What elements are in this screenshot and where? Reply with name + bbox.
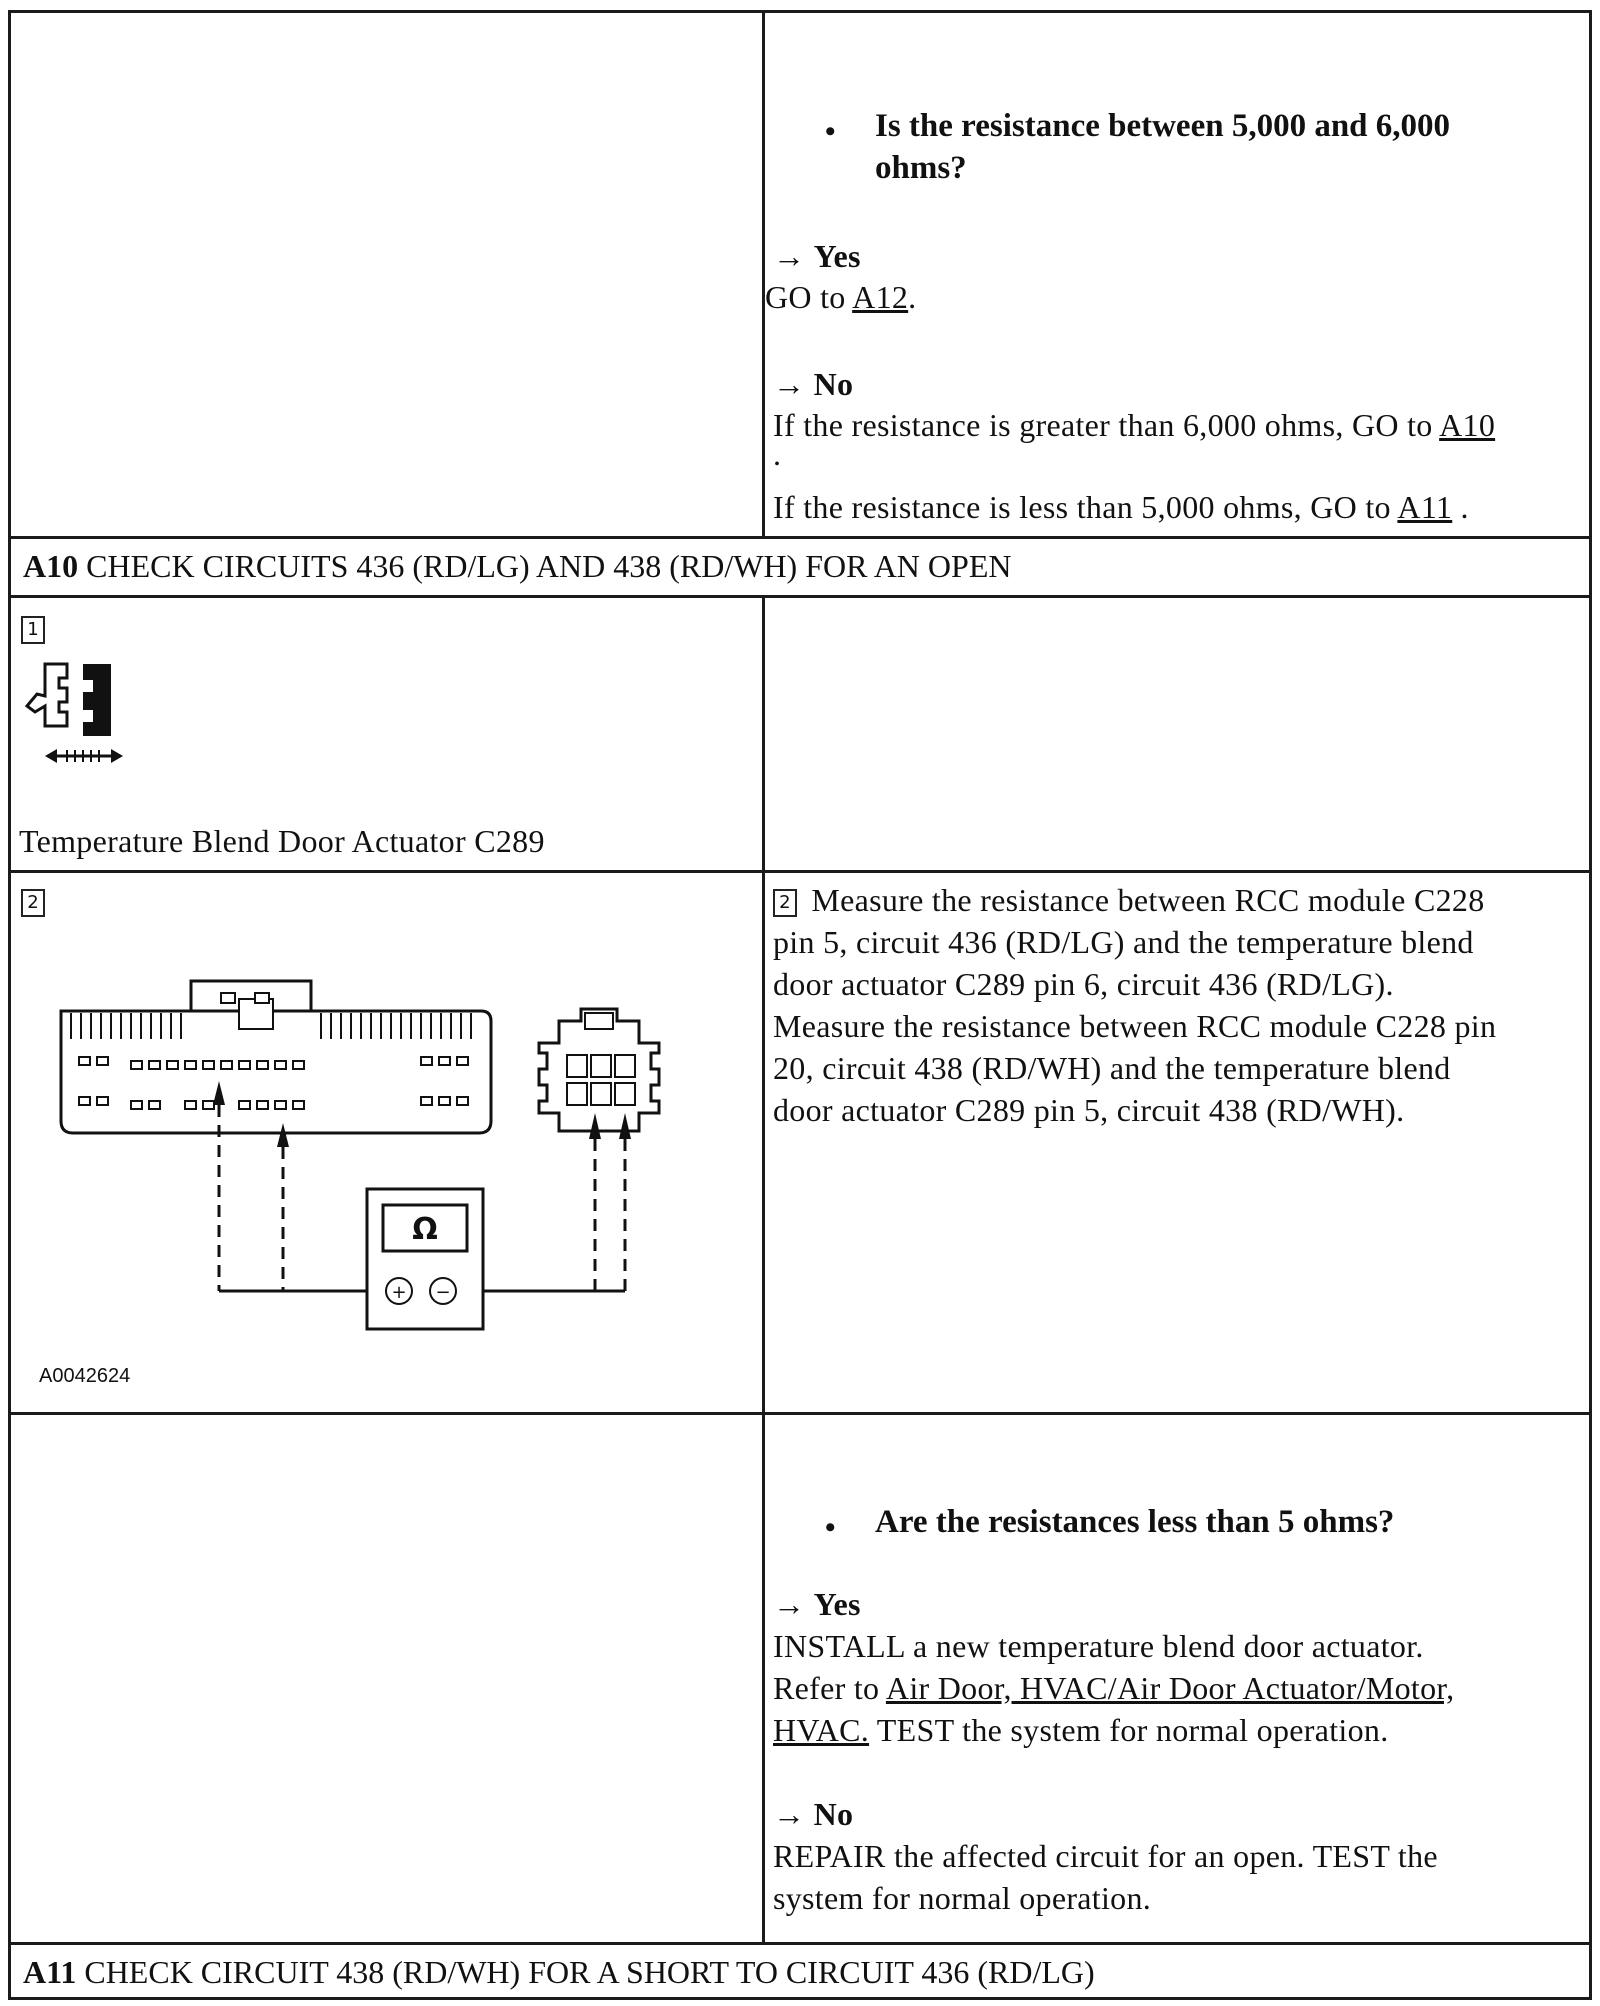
no-branch: [773, 1793, 853, 1835]
pinpoint-test-table: [8, 10, 1592, 2000]
section-id: A10: [23, 548, 79, 584]
no-branch: [773, 363, 853, 405]
section-title: CHECK CIRCUIT 438 (RD/WH) FOR A SHORT TO CIRCUIT 436 (RD/LG): [84, 1954, 1095, 1990]
ohm-symbol: Ω: [412, 1212, 438, 1247]
section-header-a11: [23, 1951, 1095, 1993]
no-action-less: If the resistance is less than 5,000 ohms, GO to A11 .: [773, 489, 1469, 525]
arrow-icon: →: [773, 366, 806, 402]
link-a10[interactable]: A10: [1439, 407, 1496, 443]
section-id: A11: [23, 1954, 77, 1990]
step2-number-inline: 2: [773, 889, 797, 917]
yes-label: Yes: [813, 238, 861, 274]
yes-branch: [773, 1583, 861, 1625]
arrow-icon: →: [773, 1796, 806, 1832]
resistance-question: Are the resistances less than 5 ohms?: [875, 1504, 1395, 1540]
plus-terminal-icon: +: [391, 1282, 407, 1303]
yes-label: Yes: [813, 1586, 861, 1622]
result-cell: [765, 1415, 1589, 1942]
step1-caption: Temperature Blend Door Actuator C289: [19, 823, 545, 859]
bullet-icon: •: [825, 1511, 836, 1544]
yes-action: INSTALL a new temperature blend door actuator. Refer to Air Door, HVAC/Air Door Actuator/Motor, HVAC. TEST the system for normal operation.: [773, 1628, 1455, 1748]
link-a12[interactable]: A12: [852, 279, 909, 315]
bullet-icon: •: [825, 115, 836, 148]
no-action: REPAIR the affected circuit for an open. TEST the system for normal operation.: [773, 1838, 1438, 1916]
yes-action: GO to A12.: [765, 279, 917, 315]
yes-branch: [773, 235, 861, 277]
minus-terminal-icon: −: [435, 1282, 451, 1303]
link-a11[interactable]: A11: [1397, 489, 1453, 525]
arrow-icon: →: [773, 238, 806, 274]
section-header-a10: [23, 545, 1011, 587]
row-divider: [11, 1942, 1589, 1945]
figure-code: A0042624: [39, 1365, 131, 1387]
step2-number: 2: [21, 889, 51, 917]
step2-figure-cell: [11, 873, 762, 1412]
resistance-measurement-diagram: [41, 973, 721, 1353]
top-result-cell: [765, 13, 1589, 536]
row-divider: [11, 536, 1589, 539]
arrow-icon: →: [773, 1586, 806, 1622]
step1-cell: [11, 598, 762, 870]
link-air-door-actuator-cont[interactable]: HVAC.: [773, 1712, 870, 1748]
no-label: No: [813, 366, 854, 402]
disconnect-connector-icon: [17, 650, 157, 770]
section-title: CHECK CIRCUITS 436 (RD/LG) AND 438 (RD/WH) FOR AN OPEN: [86, 548, 1012, 584]
link-air-door-actuator[interactable]: Air Door, HVAC/Air Door Actuator/Motor,: [885, 1670, 1455, 1706]
resistance-question: Is the resistance between 5,000 and 6,000 ohms?: [875, 108, 1451, 186]
step2-instructions: 2 Measure the resistance between RCC module C228 pin 5, circuit 436 (RD/LG) and the temperature blend door actuator C289 pin 6, circuit 436 (RD/LG). Measure the resistance between RCC module C228 pin 20, circuit 438 (RD/WH) and the temperature blend door actuator C289 pin 5, circuit 438 (RD/WH).: [773, 882, 1497, 1128]
no-action-dot: .: [773, 436, 782, 472]
no-action-greater: If the resistance is greater than 6,000 ohms, GO to A10: [773, 407, 1496, 443]
no-label: No: [813, 1796, 854, 1832]
step1-number: 1: [21, 616, 51, 644]
